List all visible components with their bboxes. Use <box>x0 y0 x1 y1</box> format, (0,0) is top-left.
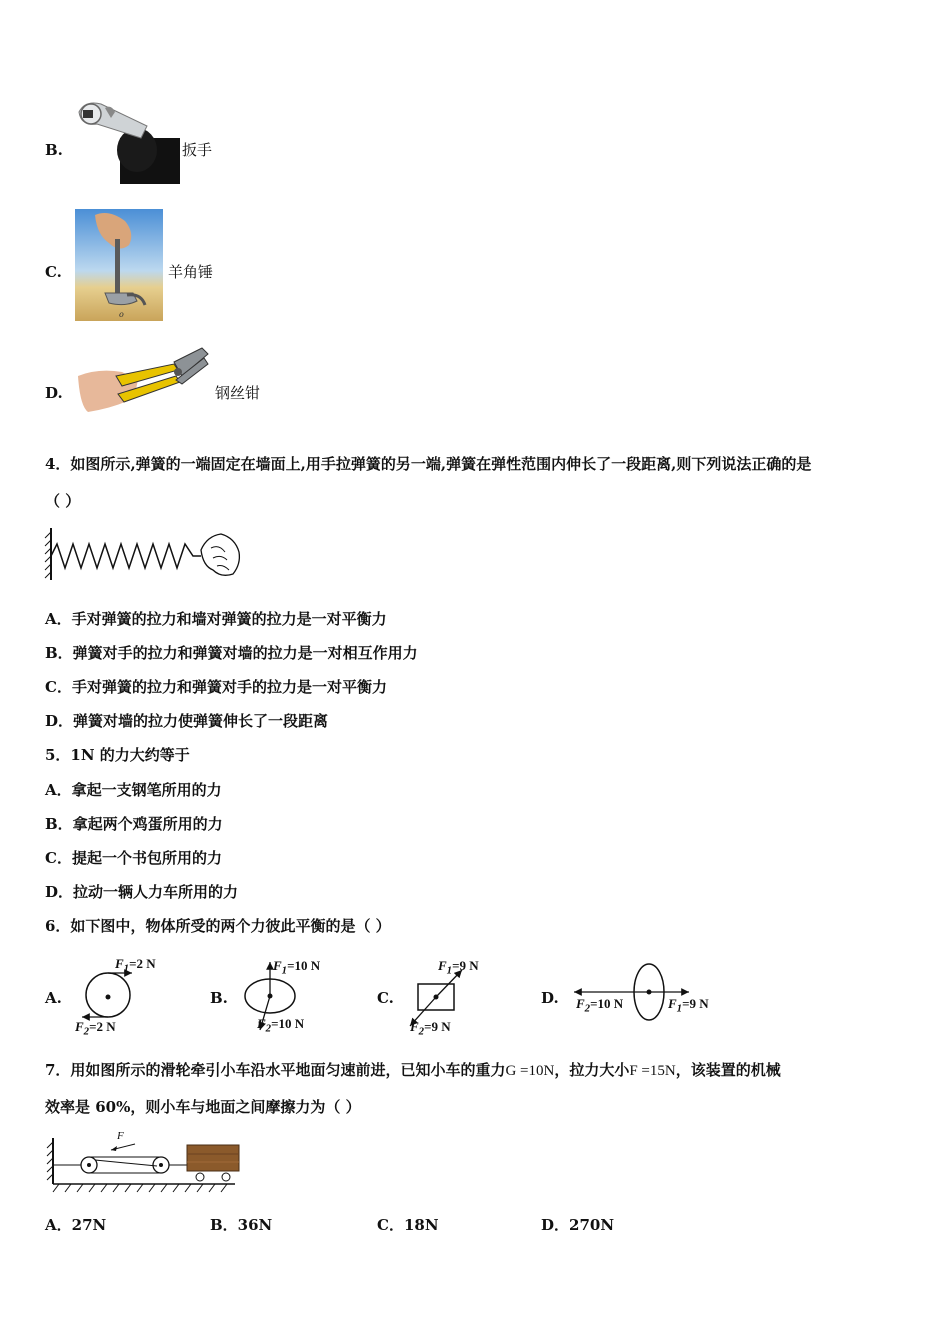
q4-stem-line2: （ ） <box>45 492 81 510</box>
pulley-figure <box>45 1130 245 1200</box>
q5-stem: 5．1N 的力大约等于 <box>45 746 190 764</box>
q4-option-d: D．弹簧对墙的拉力使弹簧伸长了一段距离 <box>45 712 329 730</box>
q5-option-d: D．拉动一辆人力车所用的力 <box>45 883 239 901</box>
q7-option-a: A．27N <box>45 1216 107 1234</box>
q7-option-c: C．18N <box>377 1216 439 1234</box>
q7-stem-line2: 效率是 60%，则小车与地面之间摩擦力为（ ） <box>45 1098 361 1116</box>
q6-fig-a-letter: A. <box>45 989 62 1007</box>
q6-fig-d-f2-label: $F_2=10$ N <box>576 996 624 1015</box>
q6-fig-a-f2-label: $F_2=2$ N <box>75 1019 116 1038</box>
q3-option-c-letter: C. <box>45 263 62 281</box>
q4-stem-line1: 4．如图所示,弹簧的一端固定在墙面上,用手拉弹簧的另一端,弹簧在弹性范围内伸长了一段距离,则下列说法正确的是 <box>45 455 812 473</box>
hammer-icon <box>75 209 163 321</box>
q6-fig-d-letter: D. <box>541 989 559 1007</box>
q6-fig-c-f2-label: $F_2=9$ N <box>410 1019 451 1038</box>
q6-fig-b-f2-label: $F_2=10$ N <box>257 1016 305 1035</box>
q7-figure-f-label: F <box>117 1130 124 1142</box>
q6-stem: 6．如下图中，物体所受的两个力彼此平衡的是（ ） <box>45 917 391 935</box>
q7-stem-line1: 7．用如图所示的滑轮牵引小车沿水平地面匀速前进，已知小车的重力G =10N，拉力大小F =15N，该装置的机械 <box>45 1061 781 1079</box>
q3-option-b-caption: 扳手 <box>182 141 213 159</box>
q6-fig-d-f1-label: $F_1=9$ N <box>668 996 709 1015</box>
q3-option-d-letter: D. <box>45 384 63 402</box>
q6-fig-c-f1-label: $F_1=9$ N <box>438 958 479 977</box>
q3-option-b-letter: B. <box>45 141 63 159</box>
q7-option-d: D．270N <box>541 1216 615 1234</box>
q7-option-b: B．36N <box>210 1216 273 1234</box>
q6-fig-c-letter: C. <box>377 989 394 1007</box>
q5-option-b: B．拿起两个鸡蛋所用的力 <box>45 815 223 833</box>
spring-figure <box>45 526 245 582</box>
q6-fig-a-f1-label: $F_1=2$ N <box>115 956 156 975</box>
q4-option-c: C．手对弹簧的拉力和弹簧对手的拉力是一对平衡力 <box>45 678 387 696</box>
q4-option-b: B．弹簧对手的拉力和弹簧对墙的拉力是一对相互作用力 <box>45 644 418 662</box>
q6-fig-b-letter: B. <box>210 989 228 1007</box>
q7-f-expr: F =15N <box>629 1063 676 1079</box>
pliers-icon <box>78 346 210 428</box>
q7-g-expr: G =10N <box>505 1063 555 1079</box>
q6-fig-b-f1-label: $F_1=10$ N <box>273 958 321 977</box>
svg-text:o: o <box>119 310 124 319</box>
q6-fig-d-diagram <box>570 960 700 1026</box>
q3-option-d-caption: 钢丝钳 <box>215 384 261 402</box>
q5-option-c: C．提起一个书包所用的力 <box>45 849 222 867</box>
q5-option-a: A．拿起一支钢笔所用的力 <box>45 781 222 799</box>
q3-option-c-caption: 羊角锤 <box>168 263 214 281</box>
wrench-icon <box>75 98 183 184</box>
q4-option-a: A．手对弹簧的拉力和墙对弹簧的拉力是一对平衡力 <box>45 610 387 628</box>
